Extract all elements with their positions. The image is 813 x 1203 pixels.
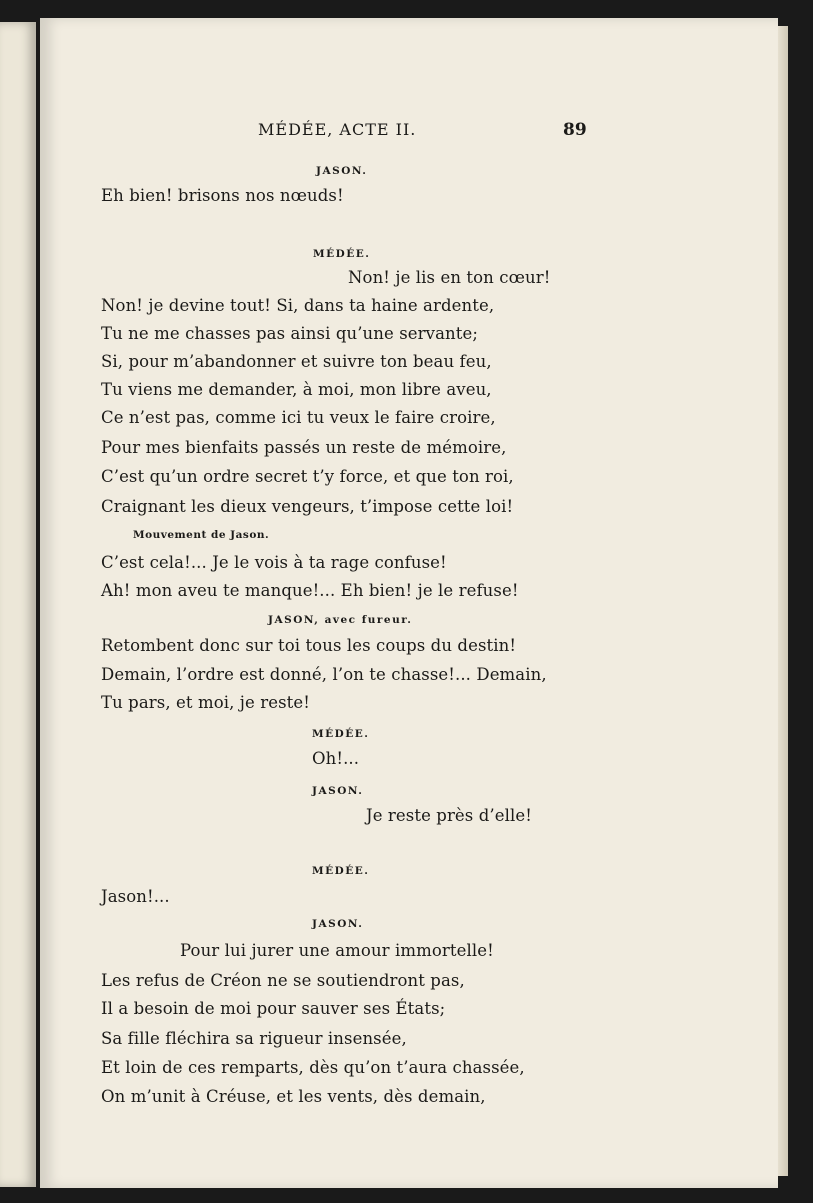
verse-line: Les refus de Créon ne se soutiendront pas, [101, 971, 465, 990]
verse-line: Craignant les dieux vengeurs, t’impose cette loi! [101, 497, 514, 516]
verse-line: Il a besoin de moi pour sauver ses États; [101, 999, 446, 1018]
speaker-label: MÉDÉE. [312, 865, 370, 877]
stage-direction: Mouvement de Jason. [133, 529, 270, 541]
verse-line: Non! je lis en ton cœur! [348, 268, 551, 287]
verse-line: Jason!... [101, 887, 170, 906]
verse-line: Pour mes bienfaits passés un reste de mémoire, [101, 438, 507, 457]
verse-line: Et loin de ces remparts, dès qu’on t’aura chassée, [101, 1058, 525, 1077]
verse-line: Retombent donc sur toi tous les coups du destin! [101, 636, 517, 655]
verse-line: Tu pars, et moi, je reste! [101, 693, 310, 712]
verse-line: Oh!... [312, 749, 360, 768]
verse-line: Tu ne me chasses pas ainsi qu’une servante; [101, 324, 478, 343]
speaker-label: JASON. [312, 918, 364, 930]
verse-line: Eh bien! brisons nos nœuds! [101, 186, 344, 205]
page-number: 89 [563, 120, 587, 140]
verse-line: C’est cela!... Je le vois à ta rage confuse! [101, 553, 447, 572]
verse-line: On m’unit à Créuse, et les vents, dès demain, [101, 1087, 486, 1106]
running-title: MÉDÉE, ACTE II. [258, 120, 417, 139]
speaker-label: MÉDÉE. [312, 728, 370, 740]
verse-line: Non! je devine tout! Si, dans ta haine ardente, [101, 296, 495, 315]
left-page-edge [0, 22, 36, 1187]
verse-line: Demain, l’ordre est donné, l’on te chasse!... Demain, [101, 665, 547, 684]
verse-line: Si, pour m’abandonner et suivre ton beau feu, [101, 352, 492, 371]
verse-line: Pour lui jurer une amour immortelle! [180, 941, 494, 960]
page-stack-edge [778, 26, 788, 1176]
speaker-label: JASON. [316, 165, 368, 177]
speaker-label: JASON. [312, 785, 364, 797]
speaker-label: MÉDÉE. [313, 248, 371, 260]
verse-line: Tu viens me demander, à moi, mon libre aveu, [101, 380, 492, 399]
speaker-label: JASON, avec fureur. [268, 614, 413, 626]
verse-line: Je reste près d’elle! [366, 806, 532, 825]
verse-line: Ah! mon aveu te manque!... Eh bien! je le refuse! [101, 581, 519, 600]
verse-line: C’est qu’un ordre secret t’y force, et que ton roi, [101, 467, 514, 486]
verse-line: Sa fille fléchira sa rigueur insensée, [101, 1029, 407, 1048]
verse-line: Ce n’est pas, comme ici tu veux le faire croire, [101, 408, 496, 427]
